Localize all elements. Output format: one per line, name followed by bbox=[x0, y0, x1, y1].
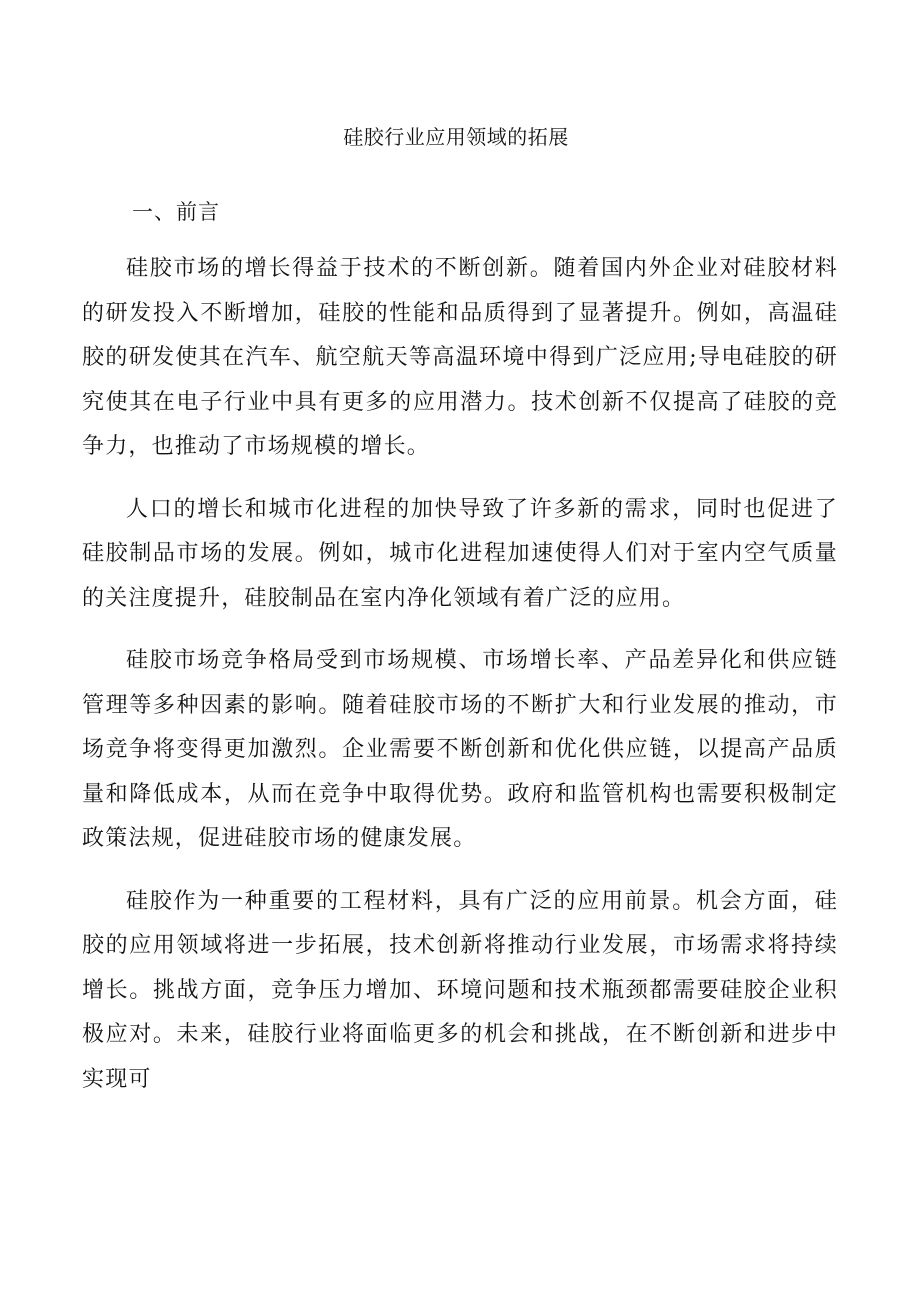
paragraph-2: 人口的增长和城市化进程的加快导致了许多新的需求，同时也促进了硅胶制品市场的发展。例如，城市化进程加速使得人们对于室内空气质量的关注度提升，硅胶制品在室内净化领域有着广泛的应用。 bbox=[82, 496, 838, 611]
paragraph-3: 硅胶市场竞争格局受到市场规模、市场增长率、产品差异化和供应链管理等多种因素的影响。随着硅胶市场的不断扩大和行业发展的推动，市场竞争将变得更加激烈。企业需要不断创新和优化供应链，以提高产品质量和降低成本，从而在竞争中取得优势。政府和监管机构也需要积极制定政策法规，促进硅胶市场的健康发展。 bbox=[82, 648, 838, 851]
document-body bbox=[82, 247, 838, 1120]
page-title: 硅胶行业应用领域的拓展 bbox=[343, 125, 569, 149]
paragraph-1: 硅胶市场的增长得益于技术的不断创新。随着国内外企业对硅胶材料的研发投入不断增加，硅胶的性能和品质得到了显著提升。例如，高温硅胶的研发使其在汽车、航空航天等高温环境中得到广泛应用;导电硅胶的研究使其在电子行业中具有更多的应用潜力。技术创新不仅提高了硅胶的竞争力，也推动了市场规模的增长。 bbox=[82, 256, 838, 459]
section-heading: 一、前言 bbox=[132, 200, 220, 224]
paragraph-4: 硅胶作为一种重要的工程材料，具有广泛的应用前景。机会方面，硅胶的应用领域将进一步拓展，技术创新将推动行业发展，市场需求将持续增长。挑战方面，竞争压力增加、环境问题和技术瓶颈都需要硅胶企业积极应对。未来，硅胶行业将面临更多的机会和挑战，在不断创新和进步中实现可 bbox=[82, 888, 838, 1092]
